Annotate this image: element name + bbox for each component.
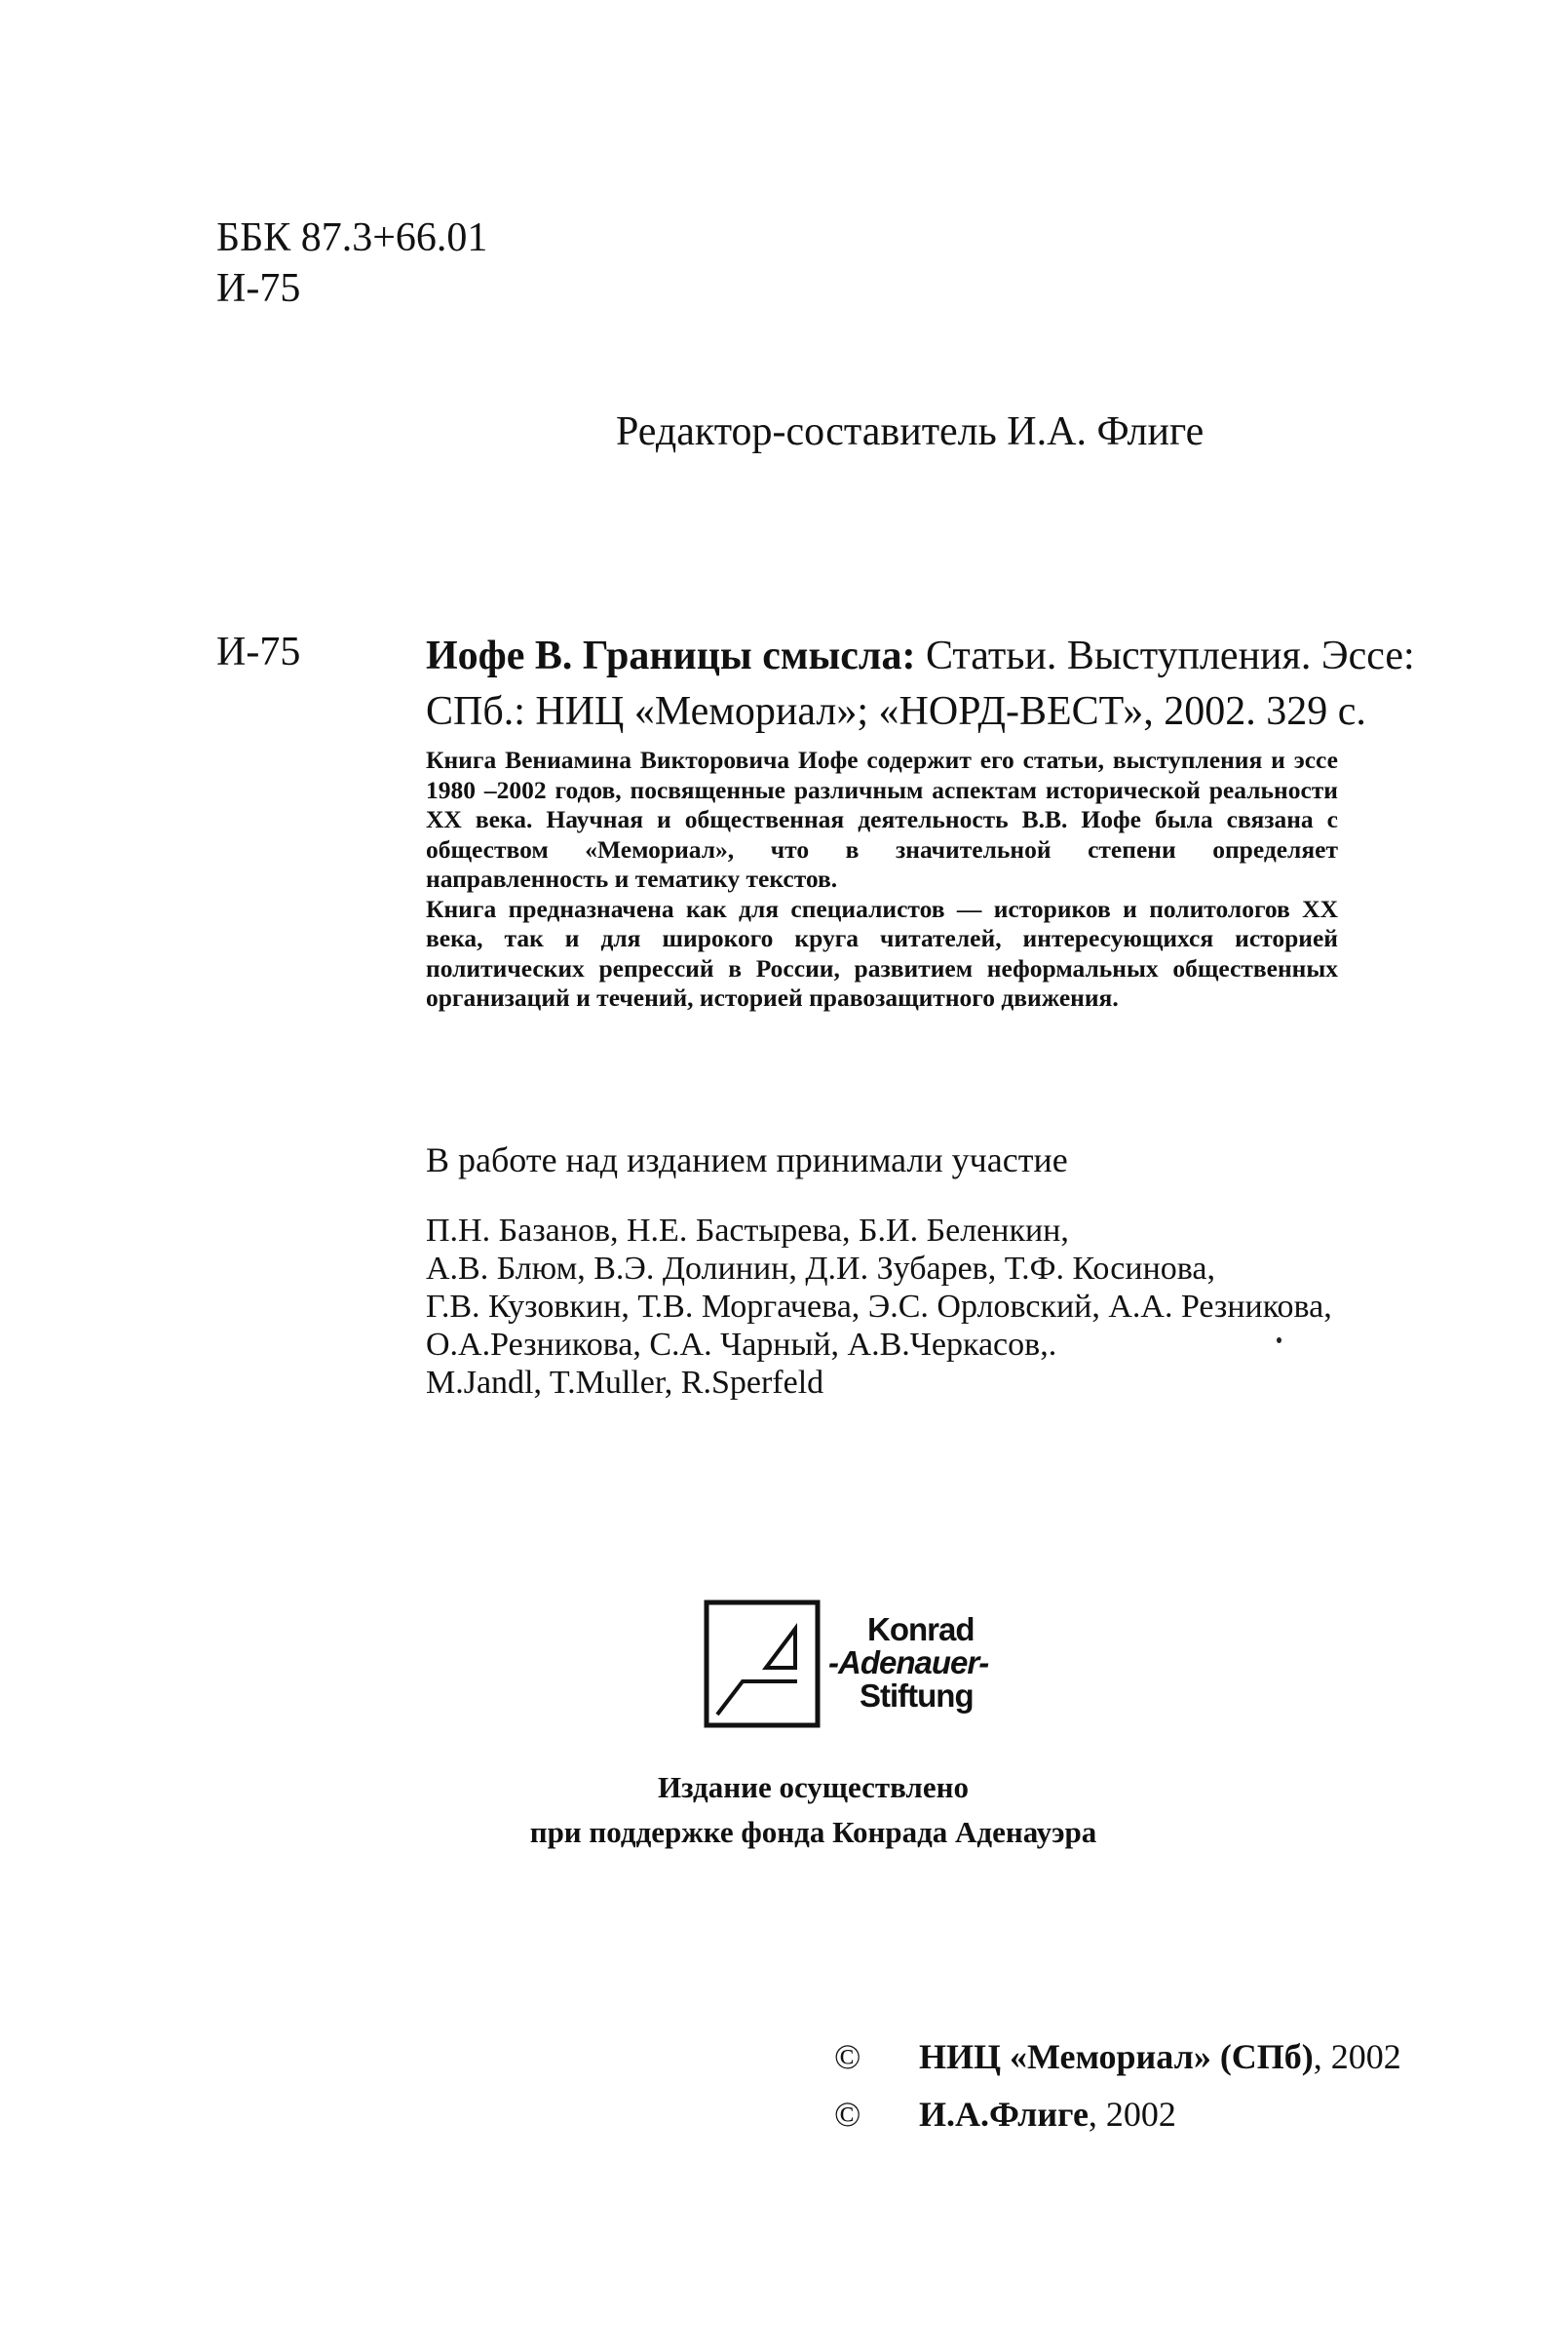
- copyright-holder: И.А.Флиге: [919, 2095, 1089, 2134]
- citation-index-code: И-75: [216, 630, 301, 675]
- wordmark-line: Konrad: [867, 1611, 975, 1647]
- editor-compiler-line: Редактор-составитель И.А. Флиге: [616, 409, 1205, 454]
- copyright-symbol: ©: [834, 2095, 861, 2134]
- annotation-paragraph: Книга Вениамина Викторовича Иофе содержит его статьи, выступления и эссе 1980 –2002 годов, посвященные различным аспектам исторической реальности XX века. Научная и общественная деятельность В.В. Иофе была связана с обществом «Мемориал», что в значительной степени определяет направленность и тематику текстов.: [426, 746, 1338, 893]
- copyright-line: [834, 2093, 1176, 2136]
- konrad-adenauer-stiftung-logo-icon: [704, 1600, 821, 1728]
- citation-author-title: Иофе В. Границы смысла:: [426, 634, 916, 678]
- participants-line: А.В. Блюм, В.Э. Долинин, Д.И. Зубарев, Т.Ф. Косинова,: [426, 1251, 1215, 1287]
- copyright-year: , 2002: [1313, 2037, 1401, 2076]
- annotation-paragraph: Книга предназначена как для специалистов — историков и политологов XX века, так и для широкого круга читателей, интересующихся историей политических репрессий в России, развитием неформальных общественных организаций и течений, историей правозащитного движения.: [426, 894, 1338, 1012]
- support-line: Издание осуществлено: [658, 1770, 969, 1804]
- stray-mark: [1277, 1337, 1281, 1343]
- copyright-line: [834, 2035, 1401, 2078]
- copyright-holder: НИЦ «Мемориал» (СПб): [919, 2037, 1314, 2076]
- citation-subtitle: Статьи. Выступления. Эссе:: [915, 634, 1415, 678]
- wordmark-line: -Adenauer-: [828, 1644, 989, 1680]
- participants-line: Г.В. Кузовкин, Т.В. Моргачева, Э.С. Орловский, А.А. Резникова,: [426, 1289, 1332, 1325]
- participants-line: О.А.Резникова, С.А. Чарный, А.В.Черкасов,.: [426, 1327, 1057, 1363]
- participants-line: M.Jandl, T.Muller, R.Sperfeld: [426, 1365, 824, 1401]
- wordmark-line: Stiftung: [860, 1677, 974, 1714]
- bbk-code: ББК 87.3+66.01: [216, 215, 488, 260]
- participants-list: [426, 1212, 1361, 1402]
- participants-line: П.Н. Базанов, Н.Е. Бастырева, Б.И. Беленкин,: [426, 1213, 1069, 1249]
- support-note: [0, 1765, 1568, 1855]
- copyright-symbol: ©: [834, 2037, 861, 2076]
- index-code: И-75: [216, 266, 301, 311]
- citation-title-row: [426, 629, 1415, 684]
- konrad-adenauer-stiftung-wordmark: [828, 1613, 988, 1713]
- book-annotation: [426, 746, 1338, 1014]
- citation-publication: СПб.: НИЦ «Мемориал»; «НОРД-ВЕСТ», 2002. 329 с.: [426, 689, 1366, 734]
- support-line: при поддержке фонда Конрада Аденауэра: [529, 1815, 1097, 1849]
- bibliographic-citation: [426, 629, 1415, 740]
- copyright-year: , 2002: [1088, 2095, 1176, 2134]
- participants-heading: В работе над изданием принимали участие: [426, 1140, 1068, 1179]
